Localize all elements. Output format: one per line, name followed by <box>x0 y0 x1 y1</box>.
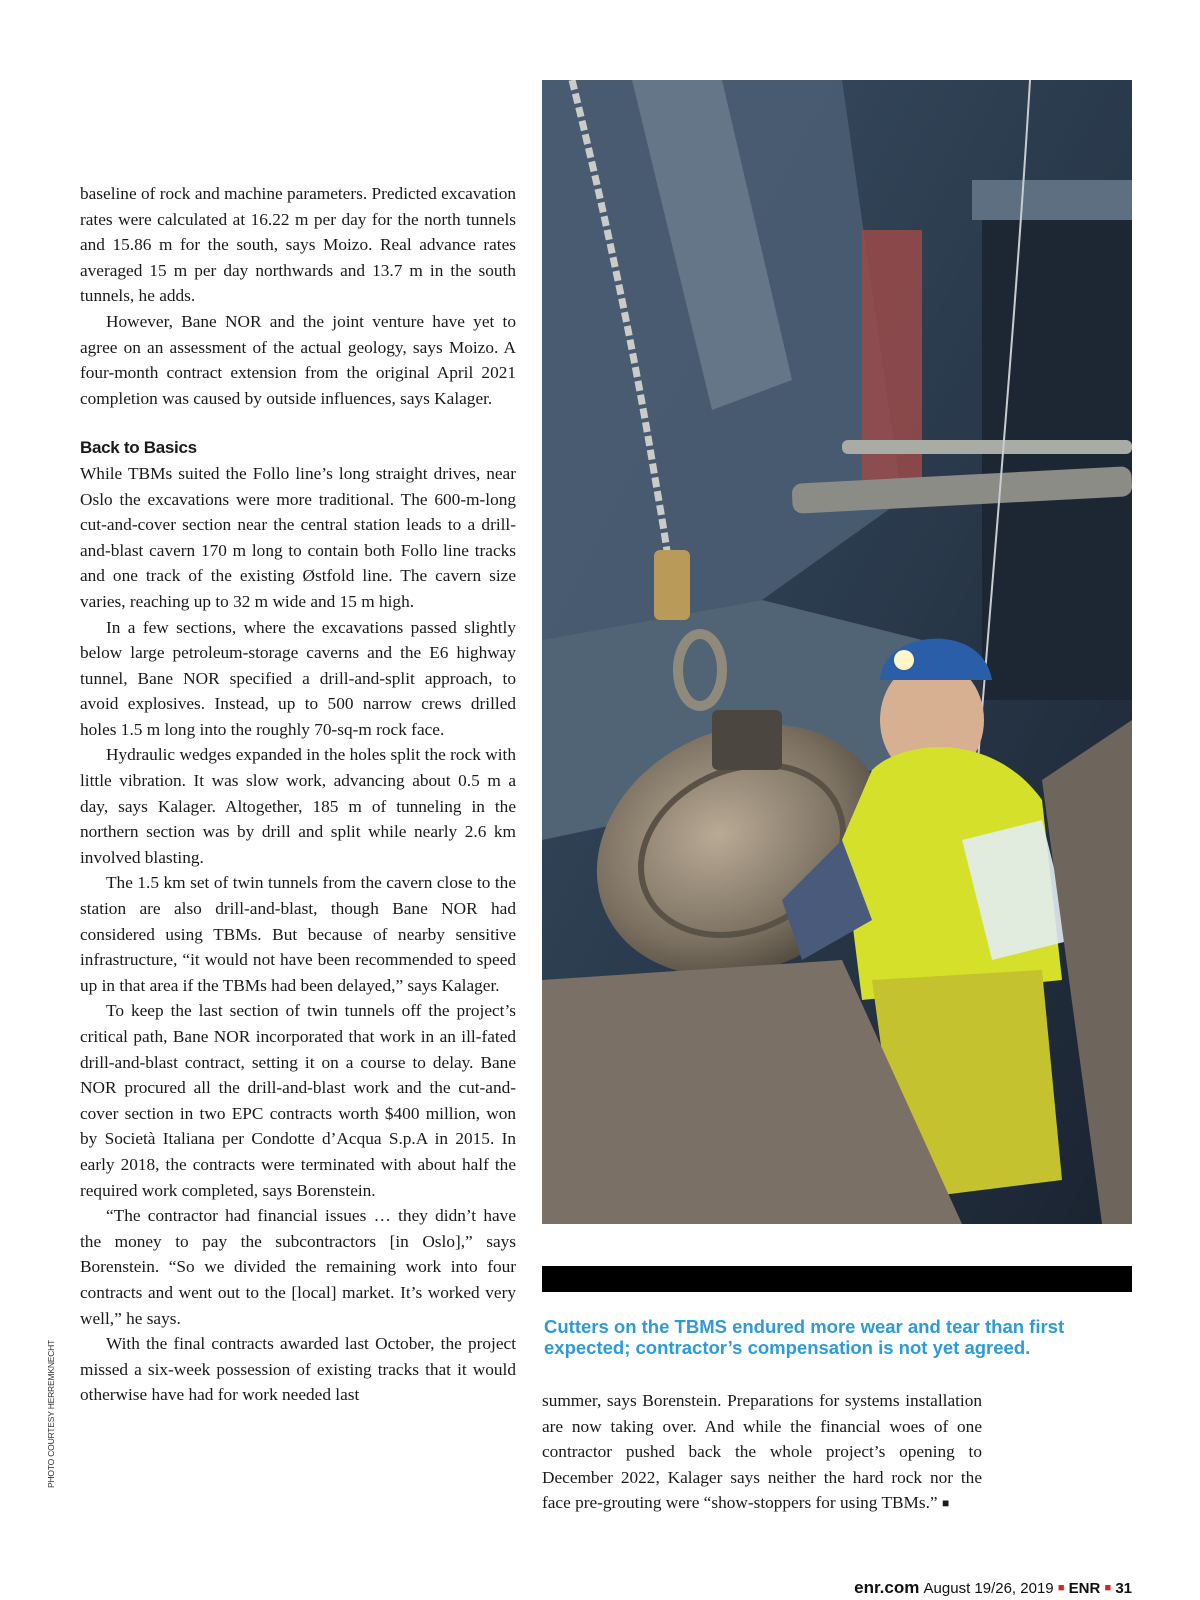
closing-paragraph-text: summer, says Borenstein. Preparations for systems installation are now taking over. And while the financial woes of one contractor pushed back the whole project’s opening to December 2022, Kalager says neither the hard rock nor the face pre-grouting were “show-stoppers for using TBMs.” <box>542 1391 982 1513</box>
paragraph: However, Bane NOR and the joint venture have yet to agree on an assessment of the actual geology, says Moizo. A four-month contract extension from the original April 2021 completion was caused by outside influences, says Kalager. <box>80 311 516 408</box>
footer-date: August 19/26, 2019 <box>923 1580 1054 1597</box>
footer-site[interactable]: enr.com <box>854 1578 920 1597</box>
photo-caption: Cutters on the TBMS endured more wear and tear than first expected; contractor’s compensation is not yet agreed. <box>544 1316 1065 1358</box>
section-subhead: Back to Basics <box>80 438 197 458</box>
paragraph <box>542 1388 982 1517</box>
paragraph: With the final contracts awarded last October, the project missed a six-week possession of existing tracks that it would otherwise have had for work needed last <box>80 1334 516 1405</box>
page-footer <box>854 1578 1132 1598</box>
disc-hub <box>712 710 782 770</box>
tunnel-worker-photo <box>542 80 1132 1224</box>
page-number: 31 <box>1115 1580 1132 1597</box>
footer-separator: ■ <box>1057 1582 1065 1594</box>
footer-separator: ■ <box>1104 1582 1112 1594</box>
left-column <box>80 181 516 1408</box>
paragraph: The 1.5 km set of twin tunnels from the cavern close to the station are also drill-and-blast, though Bane NOR had considered using TBMs. But because of nearby sensitive infrastructure, “it would not have been recommended to speed up in that area if the TBMs had been delayed,” says Kalager. <box>80 873 516 995</box>
footer-brand: ENR <box>1068 1580 1101 1597</box>
paragraph: To keep the last section of twin tunnels off the project’s critical path, Bane NOR incorporated that work in an ill-fated drill-and-blast contract, setting it on a course to delay. Bane NOR procured all the drill-and-blast work and the cut-and-cover section in two EPC contracts worth $400 million, won by Società Italiana per Condotte d’Acqua S.p.A in 2015. In early 2018, the contracts were terminated with about half the required work completed, says Borenstein. <box>80 1001 516 1200</box>
hook-swivel <box>654 550 690 620</box>
right-column <box>542 1388 982 1517</box>
pipe <box>842 440 1132 454</box>
paragraph: “The contractor had financial issues … they didn’t have the money to pay the subcontractors [in Oslo],” says Borenstein. “So we divided the remaining work into four contracts and went out to the [local] market. It’s worked very well,” he says. <box>80 1206 516 1328</box>
end-mark: ■ <box>941 1496 950 1511</box>
paragraph: baseline of rock and machine parameters. Predicted excavation rates were calculated at 16.22 m per day for the north tunnels and 15.86 m for the south, says Moizo. Real advance rates averaged 15 m per day northwards and 13.7 m in the south tunnels, he adds. <box>80 184 516 306</box>
steel-plate <box>972 180 1132 220</box>
paragraph: In a few sections, where the excavations passed slightly below large petroleum-storage caverns and the E6 highway tunnel, Bane NOR specified a drill-and-split approach, to avoid explosives. Instead, up to 500 narrow crews drilled holes 1.5 m long into the roughly 70-sq-m rock face. <box>80 617 516 739</box>
photo-illustration <box>542 80 1132 1224</box>
paragraph: While TBMs suited the Follo line’s long straight drives, near Oslo the excavations were more traditional. The 600-m-long cut-and-cover section near the central station leads to a drill-and-blast cavern 170 m long to contain both Follo line tracks and one track of the existing Østfold line. The cavern size varies, reaching up to 32 m wide and 15 m high. <box>80 463 516 611</box>
headlamp <box>894 650 914 670</box>
paragraph: Hydraulic wedges expanded in the holes split the rock with little vibration. It was slow work, advancing about 0.5 m a day, says Kalager. Altogether, 185 m of tunneling in the northern section was by drill and split while nearly 2.6 km involved blasting. <box>80 745 516 867</box>
photo-credit: PHOTO COURTESY HERREMKNECHT <box>46 1339 56 1488</box>
photo-bottom-bar <box>542 1266 1132 1292</box>
